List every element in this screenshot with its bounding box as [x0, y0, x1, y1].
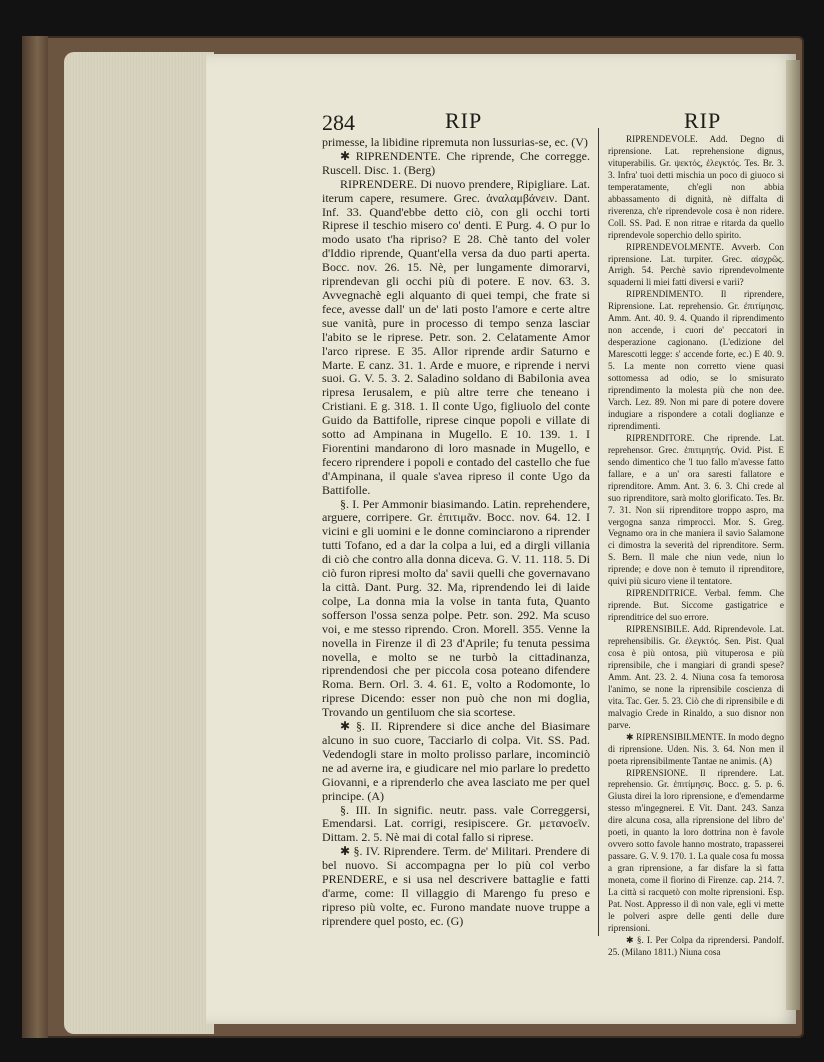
entry-paragraph: RIPRENDEVOLMENTE. Avverb. Con riprensione. Lat. turpiter. Grec. αἰσχρῶς. Arrigh. 54. Perchè savio riprendevolmente squaderni li miei fatti diversi e varii?: [608, 241, 784, 288]
entry-paragraph: RIPRENDEVOLE. Add. Degno di riprensione. Lat. reprehensione dignus, vituperabilis. Gr. ψεκτός, ἐλεγκτός. Tes. Br. 3. 3. Infra' tuoi detti mischia un poco di giuoco si temperatamente, ch'egli non abbia abbassamento di dignità, nè diffalta di riverenza, ch'e riprendevole cosa è non ridere. Coll. SS. Pad. E non ritrae e ritarda da quello riprendevole soperchio dello spirito.: [608, 134, 784, 240]
entry-paragraph: §. I. Per Ammonir biasimando. Latin. reprehendere, arguere, corripere. Gr. ἐπιτιμᾶν. Bocc. nov. 64. 12. I vicini e gli uomini e le donne cominciarono a riprender tutti Tofano, ed a dar la colpa a lui, ed a dirgli villania di ciò che contro alla donna diceva. G. V. 11. 118. 5. Di ciò furon ripresi molto da' savii quelli che governavano la città. Dant. Purg. 32. Ma, riprendendo lei di laide colpe, La donna mia la volse in tanta futa, Quanto sofferson l'ossa senza polpe. Petr. son. 292. Ma scuso voi, e me stesso riprendo. Cron. Morell. 355. Venne la novella in Firenze il dì 23 d'Aprile; fu tenuta pessima novella, e molto se ne turbò la cittadinanza, riprendendosi che per piccola cosa poteano difendere Roma. Bern. Orl. 3. 4. 61. E, volto a Rodomonte, lo riprese Dicendo: esser non può che non mi doglia, Trovando un gentiluom che sia scortese.: [322, 496, 590, 720]
entry-paragraph: ✱ §. I. Per Colpa da riprendersi. Pandolf. 25. (Milano 1811.) Niuna cosa: [608, 934, 784, 957]
entry-paragraph: ✱ RIPRENSIBILMENTE. In modo degno di riprensione. Uden. Nis. 3. 64. Non men il poeta riprensibilmente Tantae ne animis. (A): [608, 731, 784, 766]
entry-paragraph: RIPRENDIMENTO. Il riprendere, Riprensione. Lat. reprehensio. Gr. ἐπιτίμησις. Amm. Ant. 40. 9. 4. Quando il riprendimento non accende, i cuori de' peccatori in desperazione cagionano. (L'edizione del Marescotti legge: s' accende forte, ec.) E 40. 9. 5. La mente non corretto viene quasi sottomessa ad odio, se lo smisurato riprendimento la molesta più che non dee. Varch. Lez. 89. Non mi pare di potere dovere indugiare a rispondere a cotali doglianze e riprendimenti.: [608, 289, 784, 431]
entry-paragraph: RIPRENSIONE. Il riprendere. Lat. reprehensio. Gr. ἐπιτίμησις. Bocc. g. 5. p. 6. Giusta direi la loro riprensione, e d'emendarme stesso m'ingegnerei. E Vit. Dant. 243. Sanza dire alcuna cosa, alla riprensione del libro de' poeti, in quanto la loro dottrina non è favole ovvero sotto favole hanno mostrato, trapasserei passare. G. V. 9. 170. 1. La quale cosa fu mossa a gran riprensione, a far disfare la sì fatta moneta, come il fiorino di Firenze. cap. 214. 7. La città si racquetò con molte riprensioni. Esp. Pat. Nost. Appresso il dì non vale, egli vi mette le polveri aspre delle genti delle dure riprensioni.: [608, 767, 784, 933]
entry-paragraph: RIPRENDERE. Di nuovo prendere, Ripigliare. Lat. iterum capere, resumere. Grec. ἀναλαμβάνειν. Dant. Inf. 33. Quand'ebbe detto ciò, con gli occhi torti Riprese il teschio misero co' denti. E Purg. 4. O pur lo modo usato t'ha ripriso? E 28. Chè tanto del voler d'Iddio riprende, Quant'ella versa da duo parti aperta. Bocc. nov. 26. 15. Nè, per lungamente dimorarvi, riprendevan gli occhi più di potere. E nov. 63. 3. Avvegnachè egli alquanto di quei tempi, che frate si fece, avesse dall' un de' lati posto l'amore e certe altre sue vanità, pure in processo di tempo senza lasciar l'abito se le riprese. Petr. son. 2. Celatamente Amor l'arco riprese. E 35. Allor riprende ardir Saturno e Marte. E canz. 31. 1. Arde e muore, e riprende i nervi suoi. G. V. 5. 3. 2. Saladino soldano di Babilonia avea ripresa Ierusalem, e più altre terre che teneano i Cristiani. E g. 318. 1. Il conte Ugo, figliuolo del conte Guido da Battifolle, riprese cinque popoli e villate di sotto ad Ampinana in Mugello. E 10. 139. 1. I Fiorentini mandarono di loro masnade in Mugello, e fecero riprendere i popoli e contado del castello che fue d'Ampinana, il quale s'avea ripreso il conte Ugo da Battifolle.: [322, 176, 590, 497]
column-rule: [598, 128, 599, 936]
page-number: 284: [322, 110, 355, 135]
book-spine: [22, 36, 48, 1038]
entry-paragraph: ✱ RIPRENDENTE. Che riprende, Che corregge. Ruscell. Disc. 1. (Berg): [322, 148, 590, 177]
entry-paragraph: ✱ §. IV. Riprendere. Term. de' Militari. Prendere di bel nuovo. Si accompagna per lo più col verbo PRENDERE, e si usa nel descrivere battaglie e fatti d'arme, come: Il villaggio di Marengo fu preso e ripreso più volte, ec. Furono mandate nuove truppe a riprendere quel posto, ec. (G): [322, 844, 590, 928]
page-stack: [64, 52, 214, 1034]
entry-paragraph: §. III. In signific. neutr. pass. vale Correggersi, Emendarsi. Lat. corrigi, resipiscere. Gr. μετανοεῖν. Dittam. 2. 5. Nè mai di cotal fallo si riprese.: [322, 802, 590, 845]
right-column: [608, 134, 784, 959]
running-head-left: RIP: [445, 108, 483, 133]
running-head-right: RIP: [684, 108, 722, 133]
entry-paragraph: RIPRENDITRICE. Verbal. femm. Che riprende. But. Siccome gastigatrice e riprenditrice del suo errore.: [608, 588, 784, 623]
left-column: [322, 136, 590, 929]
entry-paragraph: primesse, la libidine ripremuta non lussurias-se, ec. (V): [322, 135, 588, 149]
entry-paragraph: RIPRENDITORE. Che riprende. Lat. reprehensor. Grec. ἐπιτιμητής. Ovid. Pist. E sendo dimentico che 'l tuo fallo m'avesse fatto fallare, e a un' ora saresti fallatore e riprenditore. Amm. Ant. 3. 6. 3. Chi crede al suo riprenditore, sarà molto glorificato. Tes. Br. 7. 31. Non sii riprenditore troppo aspro, ma vergogna sanza rimproccì. Mor. S. Greg. Vegnamo ora in che maniera il savio Salamone ci dimostra la severità del riprenditore. Serm. S. Bern. Il male che niun vede, niun lo riprende; e dove non è temuto il riprenditore, quivi più sicuro viene il tentatore.: [608, 432, 784, 587]
page-edge: [786, 60, 800, 1010]
entry-paragraph: ✱ §. II. Riprendere si dice anche del Biasimare alcuno in suo cuore, Tacciarlo di colpa. Vit. SS. Pad. Vedendogli stare in molto prolisso parlare, incominciò ne ad averne ira, e giudicare nel mio parlare lo predetto Giovanni, e a riprenderlo che avea lasciato me per quel principe. (A): [322, 719, 590, 803]
entry-paragraph: RIPRENSIBILE. Add. Riprendevole. Lat. reprehensibilis. Gr. ἐλεγκτός. Sen. Pist. Qual cosa è più ontosa, più vituperosa e più riprensibile, che i mangiari di grandi spese? Amm. Ant. 23. 2. 4. Niuna cosa fa temorosa l'animo, se none la riprensibile coscienza di vita. Tac. Ger. 5. 23. Ciò che di riprensibile e di malvagio Crede in Rinaldo, a suo disnor non parve.: [608, 624, 784, 730]
